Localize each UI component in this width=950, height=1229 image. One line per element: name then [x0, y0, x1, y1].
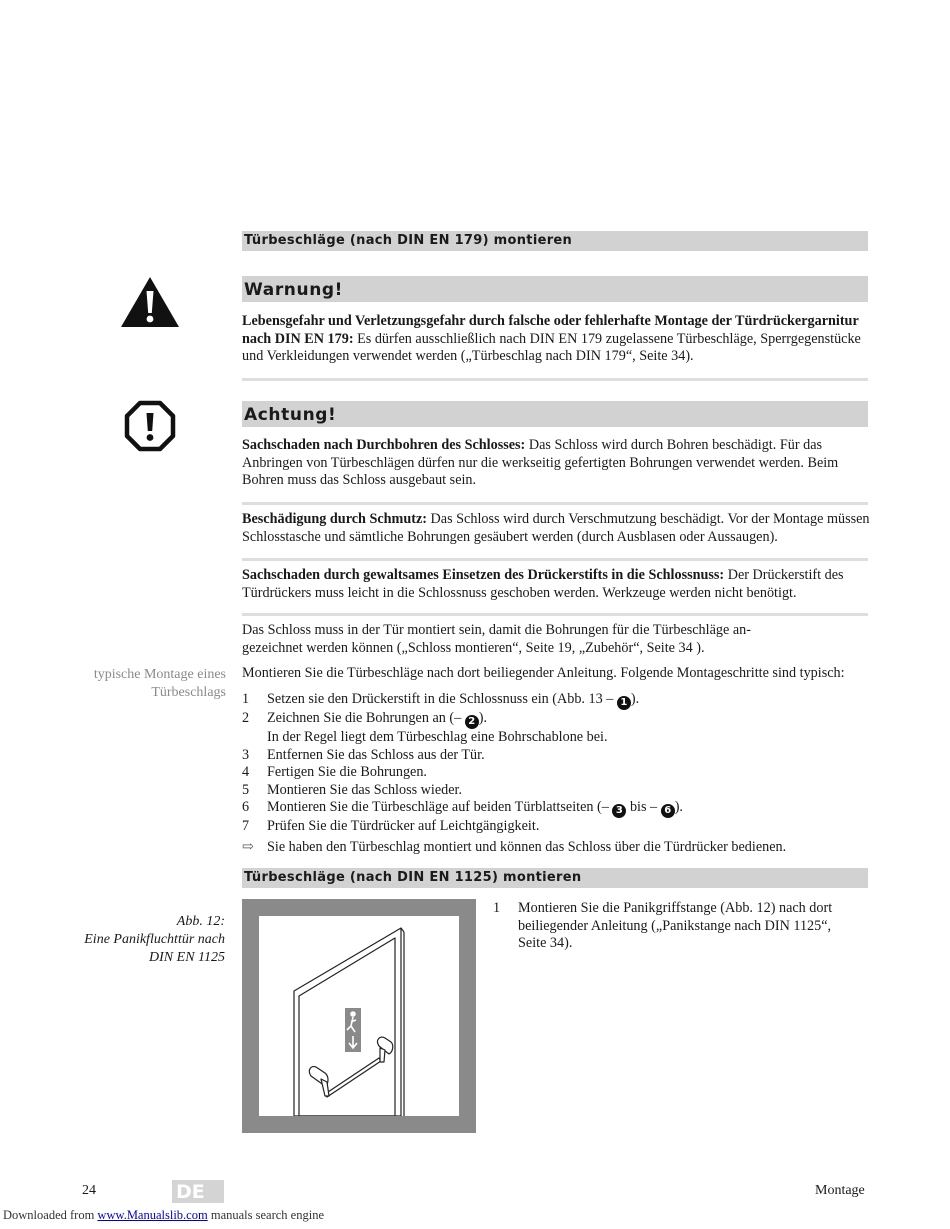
divider — [242, 378, 868, 381]
caution-item-1-text: Das Schloss wird durch Bohren beschädigt. Für das Anbringen von Türbeschlägen dürfen nur die werkseitig gefertigten Bohrungen verwendet werden. Beim Bohren muss das Schloss ausgebaut sein. — [242, 437, 839, 489]
step-text: Entfernen Sie das Schloss aus der Tür. — [267, 746, 485, 763]
callout-number: 6 — [661, 804, 675, 818]
caution-item-1-bold: Sachschaden nach Durchbohren des Schlosses: — [242, 437, 526, 453]
step-text: Fertigen Sie die Bohrungen. — [267, 764, 427, 781]
step-text-end: ). — [674, 799, 683, 816]
step-number: 3 — [242, 746, 250, 763]
section-heading-din-en-1125: Türbeschläge (nach DIN EN 1125) montieren — [242, 868, 868, 888]
mount-intro: Montieren Sie die Türbeschläge nach dort beiliegender Anleitung. Folgende Montageschritte sind typisch: — [242, 665, 845, 681]
step-text-mid: bis – — [626, 799, 661, 816]
figure-caption-line-3: DIN EN 1125 — [149, 950, 225, 965]
step-text: Prüfen Sie die Türdrücker auf Leichtgängigkeit. — [267, 818, 540, 835]
intro-paragraph — [242, 622, 870, 657]
step-text: Montieren Sie das Schloss wieder. — [267, 781, 463, 798]
divider — [242, 502, 868, 505]
intro-line-1: Das Schloss muss in der Tür montiert sein, damit die Bohrungen für die Türbeschläge an- — [242, 622, 751, 638]
caution-item-3-text: Der Drückerstift des Türdrückers muss leicht in die Schlossnuss geschoben werden. Werkzeuge werden nicht benötigt. — [242, 567, 844, 601]
download-suffix: manuals search engine — [207, 1208, 324, 1222]
step-number: 6 — [242, 799, 250, 816]
caution-item-2-bold: Beschädigung durch Schmutz: — [242, 511, 427, 527]
figure-caption — [40, 913, 225, 967]
list-item — [242, 818, 870, 836]
margin-note-line-2: Türbeschlags — [151, 685, 226, 700]
warning-text — [242, 313, 870, 366]
caution-item-1 — [242, 437, 870, 490]
margin-note-line-1: typische Montage eines — [93, 667, 226, 682]
list-item — [242, 710, 870, 747]
step-1125 — [493, 900, 873, 953]
list-item — [242, 799, 870, 818]
warning-title: Warnung! — [242, 276, 868, 302]
warning-body: Es dürfen ausschließlich nach DIN EN 179 zugelassene Türbeschläge, Sperrgegenstücke und Verkleidungen verwendet werden („Türbeschlag nach DIN 179“, Seite 34). — [242, 330, 861, 365]
step-1125-line-3: Seite 34). — [518, 935, 573, 952]
download-prefix: Downloaded from — [3, 1208, 98, 1222]
list-item — [242, 764, 870, 782]
result-line — [242, 839, 870, 857]
intro-line-2: gezeichnet werden können („Schloss montieren“, Seite 19, „Zubehör“, Seite 34 ). — [242, 639, 705, 656]
step-text-end: ). — [630, 691, 640, 707]
list-item — [242, 691, 870, 710]
step-1125-line-1: Montieren Sie die Panikgriffstange (Abb. 12) nach dort — [518, 900, 833, 916]
caution-item-2-text: Das Schloss wird durch Verschmutzung beschädigt. Vor der Montage müssen Schlosstasche und sämtliche Bohrungen gesäubert werden (durch Ausblasen oder Aussaugen). — [242, 511, 870, 545]
step-number: 7 — [242, 818, 250, 835]
step-text: Zeichnen Sie die Bohrungen an (– — [267, 710, 465, 726]
panic-exit-door-illustration — [242, 899, 476, 1133]
list-item — [242, 782, 870, 800]
divider — [242, 613, 868, 616]
step-text-end: ). — [478, 710, 488, 726]
step-1125-line-2: beiliegender Anleitung („Panikstange nach DIN 1125“, — [518, 917, 832, 934]
step-number: 5 — [242, 781, 250, 798]
caution-item-2 — [242, 511, 870, 546]
caution-title: Achtung! — [242, 401, 868, 427]
arrow-right-icon: ⇨ — [242, 838, 254, 855]
callout-number: 3 — [612, 804, 626, 818]
page-number: 24 — [82, 1183, 96, 1198]
callout-number: 2 — [465, 715, 479, 729]
callout-number: 1 — [617, 696, 631, 710]
list-item — [493, 900, 873, 953]
figure-caption-line-2: Eine Panikfluchttür nach — [84, 932, 225, 947]
steps-list — [242, 691, 870, 857]
divider — [242, 558, 868, 561]
step-note: In der Regel liegt dem Türbeschlag eine Bohrschablone bei. — [267, 729, 608, 745]
warning-bold: Lebensgefahr und Verletzungsgefahr durch falsche oder fehlerhafte Montage der Türdrückergarnitur nach DIN EN 179: — [242, 313, 859, 347]
chapter-name: Montage — [815, 1183, 865, 1198]
margin-note — [60, 666, 226, 702]
step-number: 2 — [242, 710, 250, 726]
step-number: 4 — [242, 764, 250, 781]
step-number: 1 — [493, 900, 501, 916]
caution-item-3-bold: Sachschaden durch gewaltsames Einsetzen des Drückerstifts in die Schlossnuss: — [242, 567, 725, 583]
list-item — [242, 747, 870, 765]
caution-item-3 — [242, 567, 870, 602]
download-note — [3, 1208, 324, 1223]
result-text: Sie haben den Türbeschlag montiert und können das Schloss über die Türdrücker bedienen. — [267, 838, 787, 855]
figure-caption-line-1: Abb. 12: — [176, 914, 225, 929]
manualslib-link[interactable]: www.Manualslib.com — [97, 1208, 208, 1222]
language-badge: DE — [172, 1180, 224, 1203]
caution-octagon-icon — [124, 400, 176, 452]
warning-triangle-icon — [120, 276, 180, 328]
step-text: Setzen sie den Drückerstift in die Schlossnuss ein (Abb. 13 – — [267, 691, 617, 707]
section-heading-din-en-179: Türbeschläge (nach DIN EN 179) montieren — [242, 231, 868, 251]
step-text: Montieren Sie die Türbeschläge auf beiden Türblattseiten (– — [267, 799, 613, 816]
step-number: 1 — [242, 691, 250, 707]
